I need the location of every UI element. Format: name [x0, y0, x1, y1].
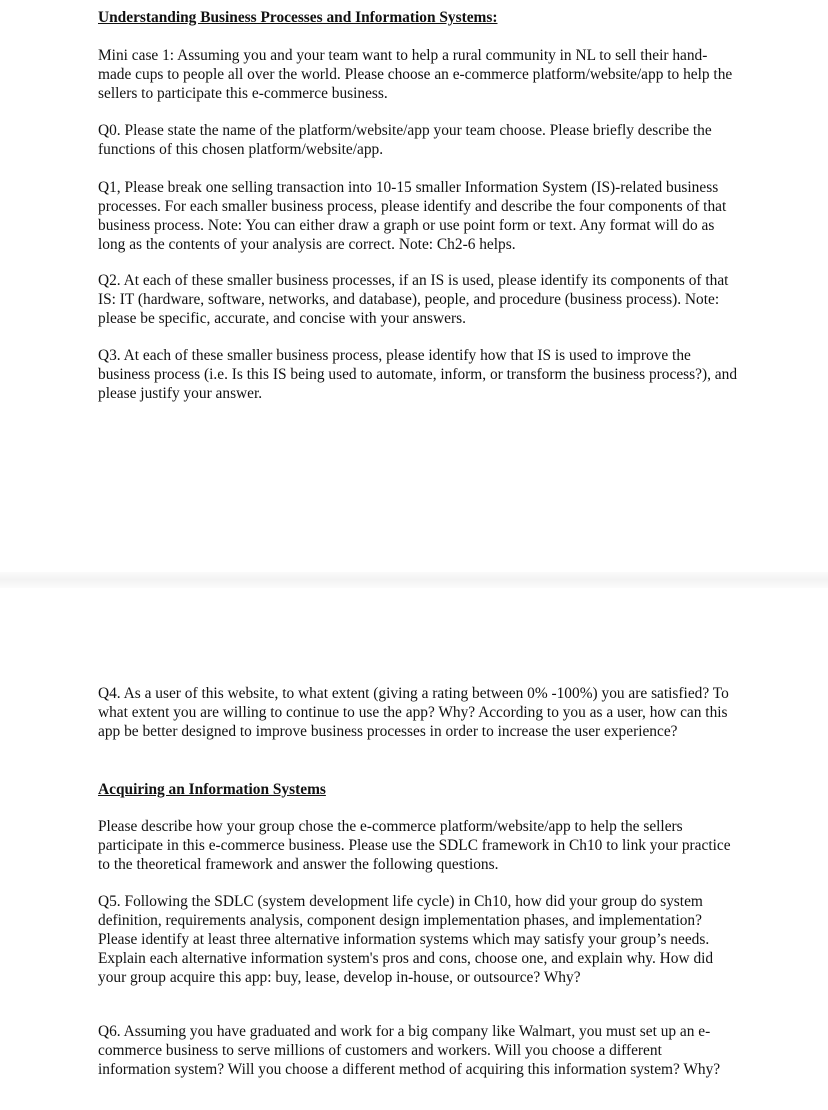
question-q4: Q4. As a user of this website, to what extent (giving a rating between 0% -100%) you are satisfied? To what extent you are willing to continue to use the app? Why? According to you as a user, how can this app be better designed to improve business processes in order to increase the user experience? — [98, 685, 729, 740]
document-page-2 — [0, 588, 828, 1110]
mini-case-paragraph: Mini case 1: Assuming you and your team want to help a rural community in NL to sell their hand-made cups to people all over the world. Please choose an e-commerce platform/website/app to help the sellers to participate this e-commerce business. — [98, 47, 733, 102]
question-q6: Q6. Assuming you have graduated and work for a big company like Walmart, you must set up an e-commerce business to serve millions of customers and workers. Will you choose a different information system? Will you choose a different method of acquiring this information system? Why? — [98, 1023, 721, 1078]
question-q0: Q0. Please state the name of the platform/website/app your team choose. Please briefly describe the functions of this chosen platform/website/app. — [98, 122, 712, 158]
acquiring-intro-paragraph: Please describe how your group chose the e-commerce platform/website/app to help the sellers participate in this e-commerce business. Please use the SDLC framework in Ch10 to link your practice to the theoretical framework and answer the following questions. — [98, 818, 731, 873]
heading-acquiring-is: Acquiring an Information Systems — [98, 781, 326, 798]
question-q2: Q2. At each of these smaller business processes, if an IS is used, please identify its components of that IS: IT (hardware, software, networks, and database), people, and procedure (business process). Note: please be specific, accurate, and concise with your answers. — [98, 272, 729, 327]
question-q5: Q5. Following the SDLC (system development life cycle) in Ch10, how did your group do system definition, requirements analysis, component design implementation phases, and implementation? Please identify at least three alternative information systems which may satisfy your group’s needs. Explain each alternative information system's pros and cons, choose one, and explain why. How did your group acquire this app: buy, lease, develop in-house, or outsource? Why? — [98, 893, 714, 986]
page-separator — [0, 572, 828, 588]
question-q3: Q3. At each of these smaller business process, please identify how that IS is used to improve the business process (i.e. Is this IS being used to automate, inform, or transform the business process?), and please justify your answer. — [98, 347, 738, 402]
heading-business-processes: Understanding Business Processes and Information Systems: — [98, 9, 498, 26]
question-q1: Q1, Please break one selling transaction into 10-15 smaller Information System (IS)-related business processes. For each smaller business process, please identify and describe the four components of that business process. Note: You can either draw a graph or use point form or text. Any format will do as long as the contents of your analysis are correct. Note: Ch2-6 helps. — [98, 179, 727, 253]
